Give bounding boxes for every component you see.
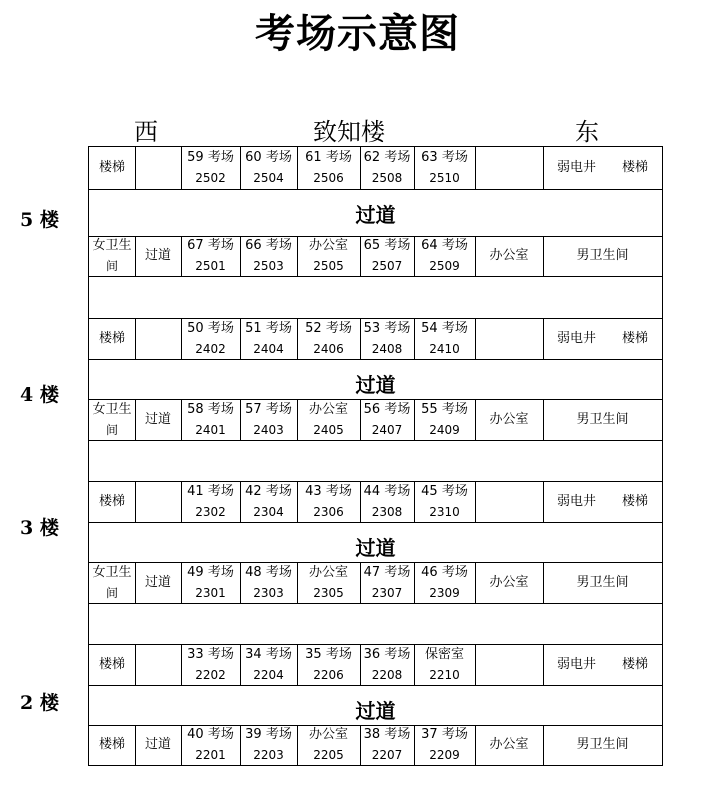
room-name: 46 考场 [421,564,468,580]
room-cell [475,236,543,276]
room-cell [543,725,662,765]
room-name: 办公室 [489,248,529,263]
room-name: 楼梯 [98,159,125,175]
room-name: 办公室 [308,564,348,580]
room-name: 67 考场 [187,238,234,253]
room-name: 65 考场 [363,238,411,253]
room-cell [89,318,135,359]
room-name: 60 考场 [245,149,292,165]
room-name: 39 考场 [245,727,292,742]
room-cell [360,236,414,276]
room-name: 34 考场 [245,646,292,662]
room-cell [297,562,360,603]
room-name: 49 考场 [187,564,234,580]
room-cell [240,318,297,359]
room-number: 2308 [371,504,403,519]
room-name: 52 考场 [305,320,352,336]
room-cell [240,562,297,603]
room-name: 59 考场 [187,149,234,165]
room-cell [475,146,543,189]
room-name: 弱电井 楼梯 [556,330,648,346]
room-cell [135,562,181,603]
room-number: 2207 [371,748,403,762]
room-cell [181,562,240,603]
room-name: 女卫生 [92,401,132,417]
room-cell [135,318,181,359]
room-cell [89,146,135,189]
room-cell [135,481,181,522]
room-name: 过道 [144,737,171,752]
room-name: 62 考场 [363,149,411,165]
room-cell [181,236,240,276]
floor-label-4: 4 楼 [20,384,59,406]
room-number: 2208 [371,667,403,682]
room-cell [543,562,662,603]
room-name: 45 考场 [421,483,468,499]
room-cell [181,399,240,440]
room-cell [475,399,543,440]
room-name: 41 考场 [187,483,234,499]
room-cell [414,481,475,522]
room-cell [135,236,181,276]
room-cell [240,236,297,276]
room-number: 间 [105,585,118,600]
room-cell [475,481,543,522]
room-cell [297,236,360,276]
room-cell [543,236,662,276]
room-name: 男卫生间 [576,411,629,427]
room-cell [181,318,240,359]
room-cell [89,236,135,276]
room-cell [89,644,135,685]
room-name: 办公室 [489,411,529,427]
room-cell [475,644,543,685]
room-number: 2305 [313,585,344,600]
room-number: 间 [105,422,118,437]
room-number: 2310 [429,504,460,519]
room-number: 2201 [195,748,226,762]
room-name: 楼梯 [98,737,125,752]
room-cell [181,725,240,765]
room-cell [414,644,475,685]
room-number: 2404 [253,341,284,356]
room-name: 64 考场 [421,238,468,253]
room-cell [414,562,475,603]
room-name: 57 考场 [245,401,292,417]
room-number: 2408 [371,341,403,356]
grid-line [89,522,662,523]
room-cell [181,481,240,522]
room-cell [360,318,414,359]
room-number: 2504 [253,170,284,185]
passage-label: 过道 [355,536,396,560]
room-cell [297,644,360,685]
grid-line [89,359,662,360]
room-number: 2203 [253,748,284,762]
room-cell [360,725,414,765]
room-cell [360,146,414,189]
room-name: 44 考场 [363,483,411,499]
room-cell [181,644,240,685]
room-name: 56 考场 [363,401,411,417]
room-cell [414,318,475,359]
room-number: 2501 [195,259,226,273]
room-cell [89,399,135,440]
room-name: 43 考场 [305,483,352,499]
room-cell [543,146,662,189]
room-cell [543,399,662,440]
room-cell [240,725,297,765]
room-number: 2403 [253,422,284,437]
room-number: 2204 [253,667,284,682]
room-number: 2210 [429,667,460,682]
grid-line [89,276,662,277]
grid-line [89,440,662,441]
room-cell [89,725,135,765]
room-name: 过道 [144,411,171,427]
room-name: 办公室 [308,727,348,742]
room-cell [543,481,662,522]
room-name: 48 考场 [245,564,292,580]
room-name: 弱电井 楼梯 [556,493,648,509]
room-name: 42 考场 [245,483,292,499]
room-number: 2209 [429,748,460,762]
room-cell [414,725,475,765]
room-number: 2509 [429,259,460,273]
room-cell [543,644,662,685]
room-name: 办公室 [308,238,348,253]
room-number: 2306 [313,504,344,519]
room-cell [181,146,240,189]
room-name: 51 考场 [245,320,292,336]
room-number: 2406 [313,341,344,356]
room-name: 58 考场 [187,401,234,417]
room-number: 2202 [195,667,226,682]
room-number: 2402 [195,341,226,356]
room-cell [297,481,360,522]
room-number: 2510 [429,170,460,185]
room-number: 2507 [371,259,403,273]
room-cell [89,481,135,522]
room-cell [240,146,297,189]
room-name: 40 考场 [187,727,234,742]
room-name: 47 考场 [363,564,411,580]
room-name: 女卫生 [92,238,132,253]
room-name: 过道 [144,248,171,263]
room-number: 2410 [429,341,460,356]
room-name: 办公室 [308,401,348,417]
room-name: 35 考场 [305,646,352,662]
room-cell [240,644,297,685]
room-name: 63 考场 [421,149,468,165]
room-cell [360,644,414,685]
grid-line [89,765,662,766]
room-cell [543,318,662,359]
floor-label-2: 2 楼 [20,692,59,714]
grid-line [89,685,662,686]
room-name: 53 考场 [363,320,411,336]
room-cell [135,725,181,765]
room-cell [135,399,181,440]
room-number: 2309 [429,585,460,600]
room-name: 男卫生间 [576,248,629,263]
room-number: 2502 [195,170,226,185]
room-cell [135,644,181,685]
room-number: 2505 [313,259,344,273]
room-cell [135,146,181,189]
room-name: 54 考场 [421,320,468,336]
room-number: 2508 [371,170,403,185]
building-name: 致知楼 [313,118,385,146]
grid-line [89,189,662,190]
page-title: 考场示意图 [255,10,460,57]
floor-plan-grid [88,146,663,766]
room-number: 2409 [429,422,460,437]
room-cell [475,562,543,603]
room-name: 66 考场 [245,238,292,253]
room-cell [414,146,475,189]
room-name: 弱电井 楼梯 [556,159,648,175]
room-number: 2303 [253,585,284,600]
room-name: 36 考场 [363,646,411,662]
room-cell [89,562,135,603]
room-name: 过道 [144,574,171,590]
room-cell [297,146,360,189]
room-cell [297,725,360,765]
room-number: 2407 [371,422,403,437]
room-number: 间 [105,259,118,273]
passage-label: 过道 [355,203,396,227]
room-name: 楼梯 [98,493,125,509]
room-name: 38 考场 [363,727,411,742]
room-number: 2302 [195,504,226,519]
room-cell [297,318,360,359]
room-name: 办公室 [489,737,529,752]
room-name: 37 考场 [421,727,468,742]
room-cell [414,399,475,440]
room-name: 男卫生间 [576,737,629,752]
room-name: 61 考场 [305,149,352,165]
room-number: 2301 [195,585,226,600]
grid-line [89,603,662,604]
passage-label: 过道 [355,373,396,397]
room-number: 2506 [313,170,344,185]
east-label: 东 [575,118,599,146]
room-name: 50 考场 [187,320,234,336]
room-name: 楼梯 [98,656,125,672]
room-cell [240,399,297,440]
room-cell [240,481,297,522]
room-cell [297,399,360,440]
room-name: 办公室 [489,574,529,590]
room-number: 2304 [253,504,284,519]
room-name: 保密室 [424,646,464,662]
room-name: 楼梯 [98,330,125,346]
room-cell [360,562,414,603]
west-label: 西 [134,118,158,146]
passage-label: 过道 [355,699,396,723]
room-name: 女卫生 [92,564,132,580]
room-cell [414,236,475,276]
room-cell [475,318,543,359]
room-name: 55 考场 [421,401,468,417]
room-name: 男卫生间 [576,574,629,590]
room-name: 弱电井 楼梯 [556,656,648,672]
floor-label-3: 3 楼 [20,517,59,539]
room-number: 2307 [371,585,403,600]
room-number: 2401 [195,422,226,437]
room-cell [360,399,414,440]
room-number: 2206 [313,667,344,682]
floor-label-5: 5 楼 [20,209,59,231]
room-cell [475,725,543,765]
room-number: 2503 [253,259,284,273]
room-name: 33 考场 [187,646,234,662]
room-number: 2205 [313,748,344,762]
room-number: 2405 [313,422,344,437]
room-cell [360,481,414,522]
